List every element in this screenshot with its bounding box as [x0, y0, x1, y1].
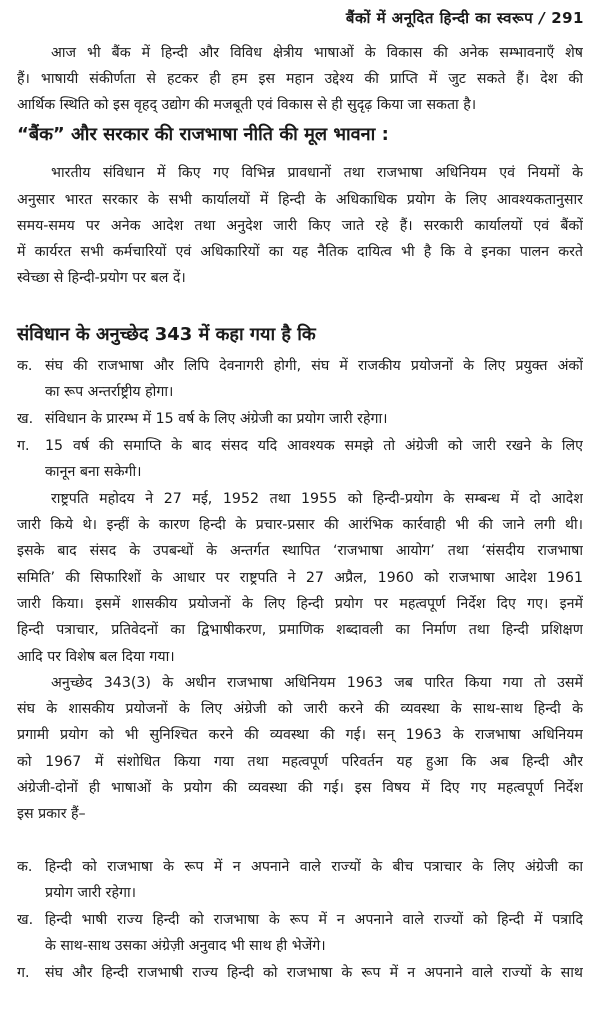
list-item-text: संघ की राजभाषा और लिपि देवनागरी होगी, संघ में राजकीय प्रयोजनों के लिए प्रयुक्त अंकों: [45, 358, 583, 374]
paragraph-line: इस प्रकार हैं–: [17, 806, 86, 822]
list-item: [17, 433, 583, 459]
paragraph-line: हिन्दी पत्राचार, प्रतिवेदनों का द्विभाषीकरण, प्रमाणिक शब्दावली का निर्माण तथा हिन्दी प्रशिक्षण: [17, 622, 583, 638]
list-item-text: संविधान के प्रारम्भ में 15 वर्ष के लिए अंग्रेजी का प्रयोग जारी रहेगा।: [45, 411, 388, 427]
list-item: [17, 353, 583, 379]
list-marker: ख.: [17, 411, 34, 427]
list-item-continuation: [17, 459, 583, 485]
list-item: [17, 406, 583, 432]
list-item-text: 15 वर्ष की समाप्ति के बाद संसद यदि आवश्यक समझे तो अंग्रेजी को जारी रखने के लिए: [45, 438, 583, 454]
list-marker: ग.: [17, 438, 30, 454]
paragraph-line: इसके बाद संसद के उपबन्धों के अन्तर्गत स्थापित ‘राजभाषा आयोग’ तथा ‘संसदीय राजभाषा: [17, 543, 583, 559]
paragraph-line: राष्ट्रपति महोदय ने 27 मई, 1952 तथा 1955 को हिन्दी-प्रयोग के सम्बन्ध में दो आदेश: [51, 491, 583, 507]
list-item: [17, 960, 583, 986]
list-item: [17, 854, 583, 880]
list-item-text: संघ और हिन्दी राजभाषी राज्य हिन्दी को राजभाषा के रूप में न अपनाने वाले राज्यों के साथ: [45, 965, 583, 981]
paragraph-line: आर्थिक स्थिति को इस वृहद् उद्योग की मजबूती एवं विकास से ही सुदृढ़ किया जा सकता है।: [17, 97, 477, 113]
running-header: [346, 8, 584, 28]
paragraph-line: जारी किये थे। इन्हीं के कारण हिन्दी के प्रचार-प्रसार की आरंभिक कार्रवाही भी की जाने लगी थी।: [17, 517, 583, 533]
list-item-continuation: [17, 379, 583, 405]
header-separator: /: [539, 9, 546, 27]
list-marker: ग.: [17, 965, 30, 981]
list-item-text: के साथ-साथ उसका अंग्रेज़ी अनुवाद भी साथ ही भेजेंगे।: [45, 938, 326, 954]
list-item-continuation: [17, 933, 583, 959]
list-item-continuation: [17, 880, 583, 906]
paragraph-line: स्वेच्छा से हिन्दी-प्रयोग पर बल दें।: [17, 270, 186, 286]
list-item-text: का रूप अन्तर्राष्ट्रीय होगा।: [45, 384, 174, 400]
list-item-text: प्रयोग जारी रहेगा।: [45, 885, 137, 901]
paragraph-line: भारतीय संविधान में किए गए विभिन्न प्रावधानों तथा राजभाषा अधिनियम एवं नियमों के: [51, 165, 583, 181]
paragraph-line: अनुच्छेद 343(3) के अधीन राजभाषा अधिनियम 1963 जब पारित किया गया तो उसमें: [51, 675, 583, 691]
page-number: 291: [551, 9, 584, 27]
paragraph-line: हैं। भाषायी संकीर्णता से हटकर ही हम इस महान उद्देश्य की प्राप्ति में जुट सकते हैं। देश की: [17, 71, 583, 87]
paragraph-line: समय-समय पर अनेक आदेश तथा अनुदेश जारी किए जाते रहे हैं। सरकारी कार्यालयों एवं बैंकों: [17, 218, 583, 234]
paragraph-line: जारी किया। इसमें शासकीय प्रयोजनों के लिए हिन्दी प्रयोग पर महत्वपूर्ण निर्देश दिए गए। इनमें: [17, 596, 583, 612]
paragraph-line: समिति’ की सिफारिशों के आधार पर राष्ट्रपति ने 27 अप्रैल, 1960 को राजभाषा आदेश 1961: [17, 570, 583, 586]
list-item-text: हिन्दी भाषी राज्य हिन्दी को राजभाषा के रूप में न अपनाने वाले राज्यों को हिन्दी में पत्रादि: [45, 912, 583, 928]
paragraph-line: में कार्यरत सभी कर्मचारियों एवं अधिकारियों का यह नैतिक दायित्व भी है कि वे इनका पालन करते: [17, 244, 583, 260]
list-marker: क.: [17, 859, 33, 875]
list-item-text: कानून बना सकेगी।: [45, 464, 142, 480]
paragraph-line: प्रगामी प्रयोग को भी सुनिश्चित करने की व्यवस्था की गई। सन् 1963 के राजभाषा अधिनियम: [17, 727, 583, 743]
paragraph-line: आदि पर विशेष बल दिया गया।: [17, 649, 175, 665]
list-item: [17, 907, 583, 933]
chapter-title: बैंकों में अनूदित हिन्दी का स्वरूप: [345, 9, 534, 27]
section-heading: “बैंक” और सरकार की राजभाषा नीति की मूल भावना :: [17, 124, 389, 145]
paragraph-line: अंग्रेजी-दोनों ही भाषाओं के प्रयोग की व्यवस्था की गई। इस विषय में दिए गए महत्वपूर्ण निर्देश: [17, 780, 583, 796]
section-heading: संविधान के अनुच्छेद 343 में कहा गया है कि: [17, 324, 316, 345]
paragraph-line: आज भी बैंक में हिन्दी और विविध क्षेत्रीय भाषाओं के विकास की अनेक सम्भावनाएँ शेष: [51, 45, 583, 61]
list-marker: ख.: [17, 912, 34, 928]
paragraph-line: को 1967 में संशोधित किया गया तथा महत्वपूर्ण परिवर्तन यह हुआ कि अब हिन्दी और: [17, 754, 583, 770]
list-item-text: हिन्दी को राजभाषा के रूप में न अपनाने वाले राज्यों के बीच पत्राचार के लिए अंग्रेजी का: [45, 859, 583, 875]
list-marker: क.: [17, 358, 33, 374]
paragraph-line: संघ के शासकीय प्रयोजनों के लिए अंग्रेजी को जारी करने की व्यवस्था के साथ-साथ हिन्दी के: [17, 701, 583, 717]
paragraph-line: अनुसार भारत सरकार के सभी कार्यालयों में हिन्दी के अधिकाधिक प्रयोग के लिए आवश्यकतानुसार: [17, 192, 583, 208]
